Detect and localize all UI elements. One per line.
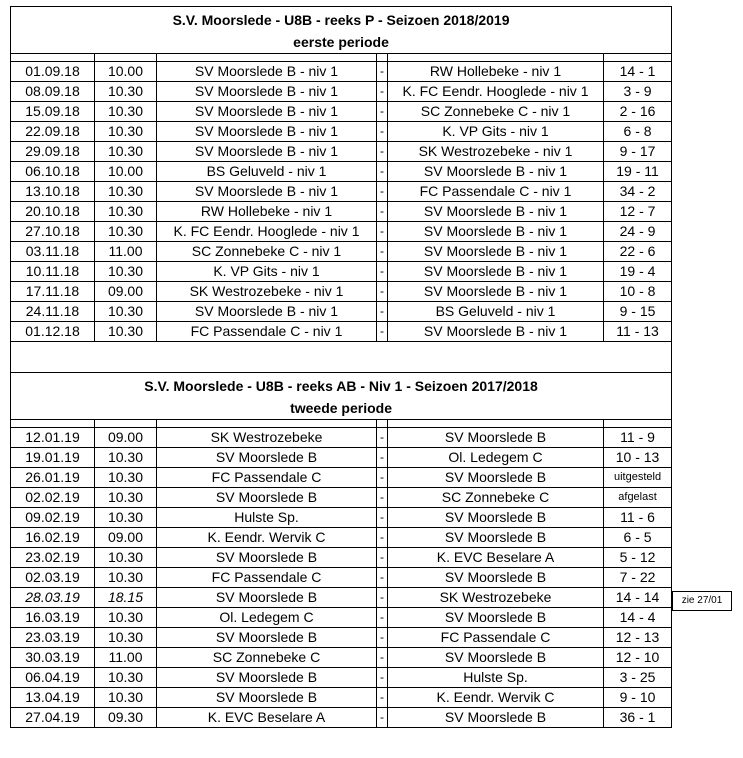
match-date: 01.12.18 [11, 322, 95, 342]
match-time: 10.30 [95, 302, 157, 322]
away-team: FC Passendale C [388, 628, 604, 648]
separator: - [377, 468, 388, 488]
separator: - [377, 242, 388, 262]
match-score: 10 - 13 [604, 448, 672, 468]
match-time: 10.30 [95, 122, 157, 142]
match-row [11, 428, 672, 448]
match-time: 10.30 [95, 568, 157, 588]
match-time: 10.30 [95, 508, 157, 528]
match-time: 10.00 [95, 162, 157, 182]
match-row [11, 242, 672, 262]
match-date: 13.10.18 [11, 182, 95, 202]
match-row [11, 182, 672, 202]
home-team: SK Westrozebeke [157, 428, 377, 448]
separator: - [377, 668, 388, 688]
separator: - [377, 508, 388, 528]
match-time: 10.30 [95, 142, 157, 162]
match-date: 19.01.19 [11, 448, 95, 468]
match-score: 24 - 9 [604, 222, 672, 242]
away-team: SV Moorslede B [388, 648, 604, 668]
match-score: 10 - 8 [604, 282, 672, 302]
match-score: 2 - 16 [604, 102, 672, 122]
match-score: 11 - 9 [604, 428, 672, 448]
away-team: SK Westrozebeke - niv 1 [388, 142, 604, 162]
match-date: 26.01.19 [11, 468, 95, 488]
match-date: 22.09.18 [11, 122, 95, 142]
season2-subtitle-row [11, 397, 672, 420]
match-score: 22 - 6 [604, 242, 672, 262]
home-team: SV Moorslede B [157, 588, 377, 608]
separator: - [377, 548, 388, 568]
match-row [11, 142, 672, 162]
match-time: 09.00 [95, 428, 157, 448]
away-team: SV Moorslede B [388, 508, 604, 528]
match-date: 20.10.18 [11, 202, 95, 222]
away-team: SV Moorslede B - niv 1 [388, 242, 604, 262]
separator: - [377, 568, 388, 588]
home-team: Ol. Ledegem C [157, 608, 377, 628]
home-team: SC Zonnebeke C - niv 1 [157, 242, 377, 262]
match-row [11, 448, 672, 468]
away-team: SV Moorslede B [388, 608, 604, 628]
away-team: SC Zonnebeke C [388, 488, 604, 508]
match-row [11, 628, 672, 648]
separator: - [377, 322, 388, 342]
away-team: SV Moorslede B - niv 1 [388, 282, 604, 302]
separator: - [377, 448, 388, 468]
away-team: Hulste Sp. [388, 668, 604, 688]
separator: - [377, 262, 388, 282]
match-score: 34 - 2 [604, 182, 672, 202]
separator: - [377, 588, 388, 608]
separator: - [377, 648, 388, 668]
away-team: SV Moorslede B - niv 1 [388, 162, 604, 182]
home-team: SV Moorslede B [157, 688, 377, 708]
match-time: 10.00 [95, 62, 157, 82]
away-team: K. EVC Beselare A [388, 548, 604, 568]
away-team: K. FC Eendr. Hooglede - niv 1 [388, 82, 604, 102]
match-date: 09.02.19 [11, 508, 95, 528]
match-row [11, 708, 672, 728]
match-time: 10.30 [95, 668, 157, 688]
match-score: 12 - 13 [604, 628, 672, 648]
match-score: 12 - 10 [604, 648, 672, 668]
home-team: SV Moorslede B - niv 1 [157, 82, 377, 102]
match-score: 14 - 14 [604, 588, 672, 608]
match-time: 10.30 [95, 488, 157, 508]
match-row [11, 302, 672, 322]
away-team: BS Geluveld - niv 1 [388, 302, 604, 322]
match-date: 10.11.18 [11, 262, 95, 282]
separator: - [377, 122, 388, 142]
home-team: FC Passendale C [157, 468, 377, 488]
match-row [11, 668, 672, 688]
match-date: 12.01.19 [11, 428, 95, 448]
season1-title-row [11, 7, 672, 32]
match-score: 11 - 13 [604, 322, 672, 342]
home-team: SV Moorslede B - niv 1 [157, 302, 377, 322]
home-team: SV Moorslede B [157, 668, 377, 688]
match-time: 10.30 [95, 82, 157, 102]
match-time: 10.30 [95, 102, 157, 122]
match-time: 10.30 [95, 628, 157, 648]
match-time: 09.30 [95, 708, 157, 728]
match-row [11, 102, 672, 122]
home-team: SV Moorslede B - niv 1 [157, 142, 377, 162]
match-time: 09.00 [95, 528, 157, 548]
away-team: Ol. Ledegem C [388, 448, 604, 468]
match-row [11, 648, 672, 668]
match-row [11, 282, 672, 302]
match-row [11, 322, 672, 342]
separator: - [377, 488, 388, 508]
home-team: SV Moorslede B - niv 1 [157, 122, 377, 142]
match-score: 11 - 6 [604, 508, 672, 528]
match-score: 9 - 15 [604, 302, 672, 322]
away-team: SV Moorslede B [388, 568, 604, 588]
match-row [11, 122, 672, 142]
separator: - [377, 688, 388, 708]
home-team: K. EVC Beselare A [157, 708, 377, 728]
match-row [11, 688, 672, 708]
match-row [11, 468, 672, 488]
match-date: 24.11.18 [11, 302, 95, 322]
season2-title-row [11, 373, 672, 398]
match-date: 16.03.19 [11, 608, 95, 628]
home-team: K. Eendr. Wervik C [157, 528, 377, 548]
spacer-row [11, 54, 672, 62]
match-date: 01.09.18 [11, 62, 95, 82]
match-score: 3 - 25 [604, 668, 672, 688]
match-time: 10.30 [95, 548, 157, 568]
season2-matches [11, 428, 672, 728]
match-date: 23.03.19 [11, 628, 95, 648]
match-time: 10.30 [95, 322, 157, 342]
match-time: 10.30 [95, 222, 157, 242]
away-team: SV Moorslede B - niv 1 [388, 202, 604, 222]
home-team: SV Moorslede B [157, 488, 377, 508]
home-team: RW Hollebeke - niv 1 [157, 202, 377, 222]
away-team: SV Moorslede B [388, 428, 604, 448]
separator: - [377, 282, 388, 302]
match-score: 9 - 17 [604, 142, 672, 162]
match-row [11, 62, 672, 82]
match-row [11, 202, 672, 222]
match-row [11, 548, 672, 568]
match-row [11, 82, 672, 102]
match-score: afgelast [604, 488, 672, 508]
home-team: SK Westrozebeke - niv 1 [157, 282, 377, 302]
separator: - [377, 428, 388, 448]
separator: - [377, 302, 388, 322]
away-team: SV Moorslede B [388, 708, 604, 728]
match-score: 19 - 4 [604, 262, 672, 282]
match-date: 28.03.19 [11, 588, 95, 608]
match-row [11, 162, 672, 182]
match-time: 09.00 [95, 282, 157, 302]
schedule-sheet [10, 6, 672, 728]
home-team: SC Zonnebeke C [157, 648, 377, 668]
match-date: 17.11.18 [11, 282, 95, 302]
match-date: 16.02.19 [11, 528, 95, 548]
match-row [11, 262, 672, 282]
away-team: SV Moorslede B - niv 1 [388, 322, 604, 342]
away-team: FC Passendale C - niv 1 [388, 182, 604, 202]
away-team: SV Moorslede B - niv 1 [388, 262, 604, 282]
match-date: 23.02.19 [11, 548, 95, 568]
match-time: 10.30 [95, 468, 157, 488]
match-date: 13.04.19 [11, 688, 95, 708]
separator: - [377, 222, 388, 242]
match-score: 7 - 22 [604, 568, 672, 588]
match-time: 10.30 [95, 262, 157, 282]
match-date: 27.10.18 [11, 222, 95, 242]
season1-title: S.V. Moorslede - U8B - reeks P - Seizoen 2018/2019 [11, 7, 672, 32]
match-date: 30.03.19 [11, 648, 95, 668]
match-time: 10.30 [95, 608, 157, 628]
home-team: SV Moorslede B [157, 448, 377, 468]
match-date: 27.04.19 [11, 708, 95, 728]
season1-matches [11, 62, 672, 342]
separator: - [377, 142, 388, 162]
match-score: 19 - 11 [604, 162, 672, 182]
match-score: uitgesteld [604, 468, 672, 488]
side-note: zie 27/01 [672, 591, 732, 611]
separator: - [377, 202, 388, 222]
match-time: 10.30 [95, 448, 157, 468]
match-score: 12 - 7 [604, 202, 672, 222]
separator: - [377, 528, 388, 548]
match-time: 10.30 [95, 202, 157, 222]
home-team: SV Moorslede B - niv 1 [157, 62, 377, 82]
separator: - [377, 628, 388, 648]
season2-subtitle: tweede periode [11, 397, 672, 420]
separator: - [377, 62, 388, 82]
match-time: 10.30 [95, 182, 157, 202]
match-date: 06.04.19 [11, 668, 95, 688]
away-team: RW Hollebeke - niv 1 [388, 62, 604, 82]
match-time: 10.30 [95, 688, 157, 708]
home-team: FC Passendale C - niv 1 [157, 322, 377, 342]
match-score: 6 - 8 [604, 122, 672, 142]
match-date: 06.10.18 [11, 162, 95, 182]
home-team: K. FC Eendr. Hooglede - niv 1 [157, 222, 377, 242]
separator: - [377, 82, 388, 102]
match-row [11, 608, 672, 628]
match-score: 14 - 1 [604, 62, 672, 82]
home-team: FC Passendale C [157, 568, 377, 588]
match-row [11, 508, 672, 528]
match-date: 03.11.18 [11, 242, 95, 262]
match-score: 36 - 1 [604, 708, 672, 728]
home-team: SV Moorslede B - niv 1 [157, 102, 377, 122]
match-row [11, 222, 672, 242]
match-date: 15.09.18 [11, 102, 95, 122]
match-time: 11.00 [95, 242, 157, 262]
away-team: SV Moorslede B [388, 528, 604, 548]
separator: - [377, 608, 388, 628]
match-score: 6 - 5 [604, 528, 672, 548]
spacer-row [11, 420, 672, 428]
away-team: K. VP Gits - niv 1 [388, 122, 604, 142]
home-team: BS Geluveld - niv 1 [157, 162, 377, 182]
match-score: 14 - 4 [604, 608, 672, 628]
spacer-row [11, 342, 672, 373]
match-row [11, 488, 672, 508]
match-score: 5 - 12 [604, 548, 672, 568]
away-team: SC Zonnebeke C - niv 1 [388, 102, 604, 122]
match-score: 3 - 9 [604, 82, 672, 102]
home-team: SV Moorslede B - niv 1 [157, 182, 377, 202]
match-time: 11.00 [95, 648, 157, 668]
separator: - [377, 182, 388, 202]
away-team: SK Westrozebeke [388, 588, 604, 608]
away-team: SV Moorslede B - niv 1 [388, 222, 604, 242]
home-team: SV Moorslede B [157, 548, 377, 568]
separator: - [377, 162, 388, 182]
match-time: 18.15 [95, 588, 157, 608]
separator: - [377, 708, 388, 728]
match-score: 9 - 10 [604, 688, 672, 708]
match-date: 08.09.18 [11, 82, 95, 102]
match-row [11, 588, 672, 608]
separator: - [377, 102, 388, 122]
home-team: Hulste Sp. [157, 508, 377, 528]
home-team: K. VP Gits - niv 1 [157, 262, 377, 282]
match-row [11, 528, 672, 548]
away-team: SV Moorslede B [388, 468, 604, 488]
match-date: 02.02.19 [11, 488, 95, 508]
match-date: 02.03.19 [11, 568, 95, 588]
home-team: SV Moorslede B [157, 628, 377, 648]
season1-subtitle-row [11, 31, 672, 54]
match-row [11, 568, 672, 588]
match-date: 29.09.18 [11, 142, 95, 162]
season1-subtitle: eerste periode [11, 31, 672, 54]
away-team: K. Eendr. Wervik C [388, 688, 604, 708]
season2-title: S.V. Moorslede - U8B - reeks AB - Niv 1 - Seizoen 2017/2018 [11, 373, 672, 398]
